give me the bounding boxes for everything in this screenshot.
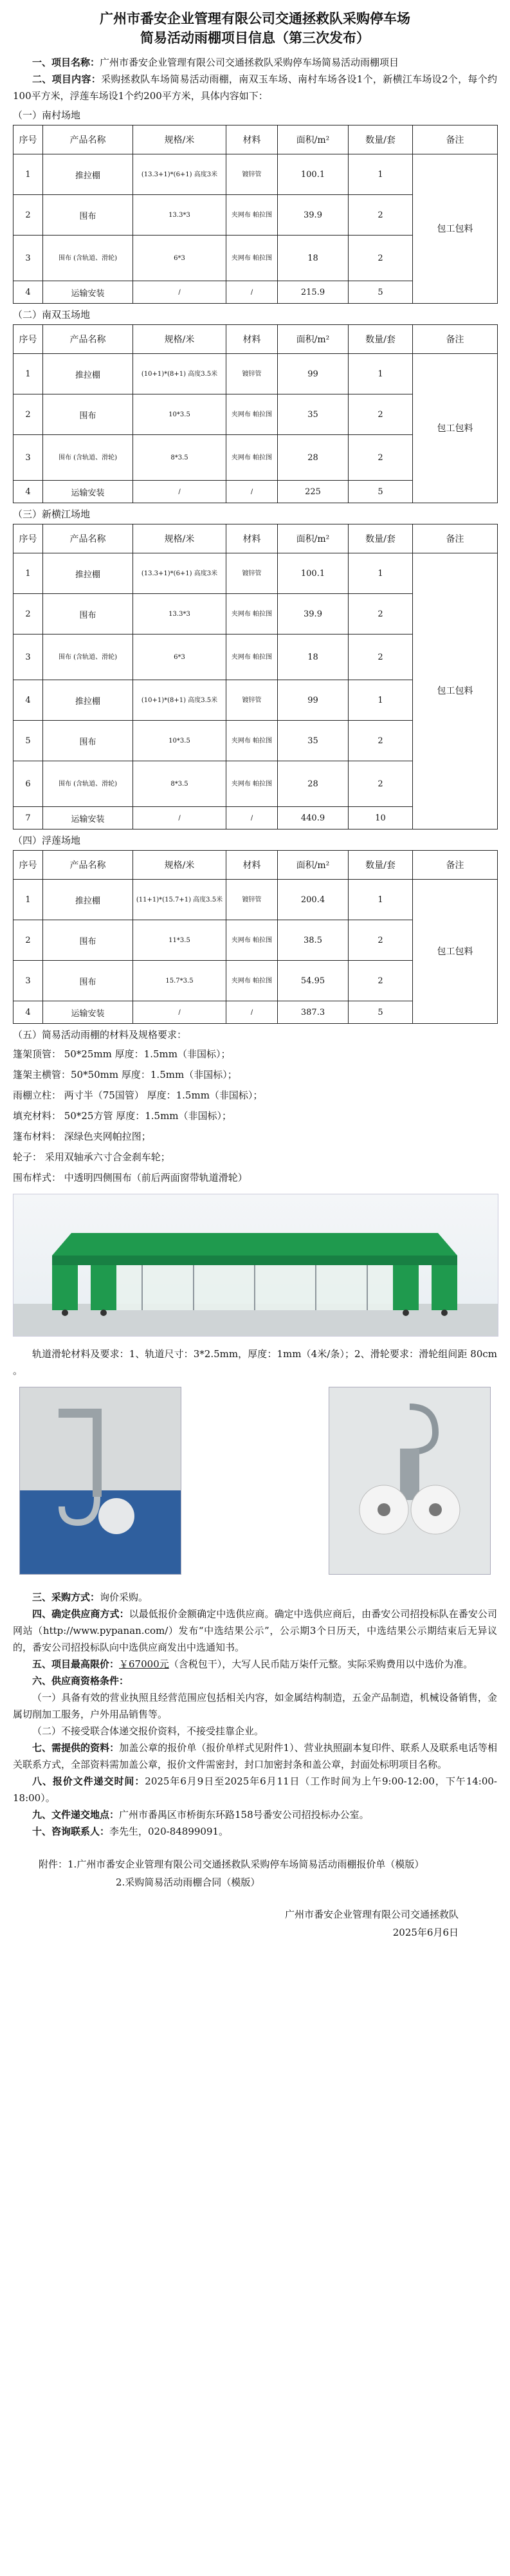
section-5-text: （含税包干），大写人民币陆万柒仟元整。实际采购费用以中选价为准。 bbox=[168, 1658, 473, 1670]
cell-no: 4 bbox=[14, 481, 43, 503]
cell-area: 440.9 bbox=[278, 807, 349, 829]
section-6-item-2: （二）不接受联合体递交报价资料，不接受挂靠企业。 bbox=[32, 1725, 264, 1737]
column-header: 备注 bbox=[413, 524, 498, 553]
cell-no: 2 bbox=[14, 394, 43, 435]
table-row bbox=[14, 154, 498, 195]
cell-qty: 2 bbox=[349, 761, 413, 807]
sign-org: 广州市番安企业管理有限公司交通拯救队 bbox=[284, 1909, 459, 1920]
cell-name: 围布 (含轨道、滑轮) bbox=[43, 236, 133, 281]
cell-qty: 2 bbox=[349, 920, 413, 961]
column-header: 备注 bbox=[413, 851, 498, 880]
cell-qty: 1 bbox=[349, 880, 413, 920]
cell-qty: 2 bbox=[349, 721, 413, 761]
appendix-label: 附件： bbox=[39, 1858, 68, 1870]
rail-photos bbox=[19, 1387, 491, 1575]
cell-qty: 2 bbox=[349, 435, 413, 481]
spec-line: 篷架主横管：50*50mm 厚度：1.5mm（非国标）； bbox=[13, 1069, 237, 1080]
cell-area: 225 bbox=[278, 481, 349, 503]
cell-no: 1 bbox=[14, 354, 43, 394]
rail-photo-right bbox=[329, 1387, 491, 1575]
section-1-label: 一、项目名称： bbox=[32, 57, 100, 68]
spec-line: 填充材料： 50*25方管 厚度：1.5mm（非国标）； bbox=[13, 1110, 232, 1122]
cell-spec: 6*3 bbox=[133, 635, 226, 680]
cell-area: 39.9 bbox=[278, 195, 349, 236]
cell-area: 99 bbox=[278, 680, 349, 721]
cell-mat: 镀锌管 bbox=[226, 553, 278, 594]
cell-name: 推拉棚 bbox=[43, 880, 133, 920]
cell-area: 28 bbox=[278, 761, 349, 807]
cell-mat: 夹网布 帕拉图 bbox=[226, 594, 278, 635]
cell-no: 4 bbox=[14, 680, 43, 721]
column-header: 产品名称 bbox=[43, 125, 133, 154]
pulley-illustration bbox=[329, 1387, 490, 1574]
column-header: 规格/米 bbox=[133, 125, 226, 154]
cell-area: 35 bbox=[278, 721, 349, 761]
cell-mat: 夹网布 帕拉图 bbox=[226, 761, 278, 807]
cell-no: 4 bbox=[14, 281, 43, 304]
cell-area: 39.9 bbox=[278, 594, 349, 635]
table-caption: （一）南村场地 bbox=[13, 109, 81, 121]
material-spec-list bbox=[13, 1044, 497, 1187]
cell-spec: / bbox=[133, 281, 226, 304]
section-8-label: 八、报价文件递交时间： bbox=[32, 1775, 145, 1787]
section-6-item-1: （一）具备有效的营业执照且经营范围应包括相关内容，如金属结构制造，五金产品制造，机械设备销售，金属切削加工服务，户外用品销售等。 bbox=[13, 1692, 497, 1720]
cell-mat: 夹网布 帕拉图 bbox=[226, 920, 278, 961]
column-header: 产品名称 bbox=[43, 851, 133, 880]
section-4-text: 以最低报价金额确定中选供应商。确定中选供应商后，由番安公司招投标队在番安公司网站（http://www.pypanan.com/）发布“中选结果公示”，公示期3个日历天，中选结果公示期结束后无异议的，番安公司招投标队向中选供应商发出中选通知书。 bbox=[13, 1608, 497, 1653]
cell-area: 100.1 bbox=[278, 553, 349, 594]
cell-spec: 8*3.5 bbox=[133, 761, 226, 807]
cell-spec: (13.3+1)*(6+1) 高度3米 bbox=[133, 154, 226, 195]
spec-line: 雨棚立柱： 两寸半（75国管） 厚度：1.5mm（非国标）； bbox=[13, 1089, 263, 1101]
cell-qty: 5 bbox=[349, 481, 413, 503]
quantity-table bbox=[13, 125, 498, 304]
cell-note: 包工包料 bbox=[413, 354, 498, 503]
section-6-label: 六、供应商资格条件： bbox=[32, 1675, 129, 1687]
cell-spec: 10*3.5 bbox=[133, 394, 226, 435]
column-header: 产品名称 bbox=[43, 524, 133, 553]
cell-no: 2 bbox=[14, 195, 43, 236]
cell-name: 围布 bbox=[43, 920, 133, 961]
cell-area: 18 bbox=[278, 635, 349, 680]
section-9-label: 九、文件递交地点： bbox=[32, 1809, 120, 1821]
cell-mat: 镀锌管 bbox=[226, 880, 278, 920]
column-header: 序号 bbox=[14, 325, 43, 354]
max-price: ￥67000元 bbox=[119, 1658, 169, 1670]
cell-note: 包工包料 bbox=[413, 880, 498, 1024]
table-caption: （二）南双玉场地 bbox=[13, 309, 91, 320]
cell-spec: / bbox=[133, 481, 226, 503]
cell-qty: 1 bbox=[349, 553, 413, 594]
cell-note: 包工包料 bbox=[413, 553, 498, 829]
cell-qty: 2 bbox=[349, 961, 413, 1001]
section-3-label: 三、采购方式： bbox=[32, 1591, 100, 1603]
cell-spec: 8*3.5 bbox=[133, 435, 226, 481]
column-header: 材料 bbox=[226, 524, 278, 553]
cell-name: 推拉棚 bbox=[43, 680, 133, 721]
cell-spec: (13.3+1)*(6+1) 高度3米 bbox=[133, 553, 226, 594]
section-4-label: 四、确定供应商方式： bbox=[32, 1608, 129, 1620]
cell-qty: 2 bbox=[349, 635, 413, 680]
cell-qty: 5 bbox=[349, 1001, 413, 1024]
cell-area: 18 bbox=[278, 236, 349, 281]
cell-qty: 5 bbox=[349, 281, 413, 304]
section-4 bbox=[13, 1606, 497, 1656]
signature-block bbox=[13, 1905, 497, 1941]
cell-mat: 镀锌管 bbox=[226, 354, 278, 394]
cell-no: 1 bbox=[14, 154, 43, 195]
cell-area: 200.4 bbox=[278, 880, 349, 920]
cell-name: 推拉棚 bbox=[43, 154, 133, 195]
table-header-row bbox=[14, 125, 498, 154]
column-header: 数量/套 bbox=[349, 125, 413, 154]
rail-text: 轨道滑轮材料及要求：1、轨道尺寸：3*2.5mm，厚度：1mm（4米/条）；2、滑轮要求：滑轮组间距 80cm 。 bbox=[13, 1348, 497, 1376]
cell-name: 围布 bbox=[43, 394, 133, 435]
cell-spec: / bbox=[133, 1001, 226, 1024]
cell-qty: 2 bbox=[349, 394, 413, 435]
cell-name: 围布 (含轨道、滑轮) bbox=[43, 435, 133, 481]
column-header: 面积/m² bbox=[278, 125, 349, 154]
cell-spec: 6*3 bbox=[133, 236, 226, 281]
canopy-illustration bbox=[14, 1194, 498, 1336]
cell-qty: 2 bbox=[349, 594, 413, 635]
spec-line: 篷架顶管： 50*25mm 厚度：1.5mm（非国标）； bbox=[13, 1048, 231, 1060]
cell-area: 215.9 bbox=[278, 281, 349, 304]
cell-spec: (11+1)*(15.7+1) 高度3.5米 bbox=[133, 880, 226, 920]
section-8-text: 2025年6月9日至2025年6月11日（工作时间为上午9:00-12:00，下午14:00-18:00）。 bbox=[13, 1775, 497, 1804]
column-header: 规格/米 bbox=[133, 851, 226, 880]
section-2 bbox=[13, 71, 497, 104]
cell-name: 运输安装 bbox=[43, 481, 133, 503]
quantity-table bbox=[13, 524, 498, 829]
cell-no: 1 bbox=[14, 553, 43, 594]
table-row bbox=[14, 880, 498, 920]
cell-name: 围布 bbox=[43, 195, 133, 236]
section-5-label: 五、项目最高限价： bbox=[32, 1658, 120, 1670]
appendix-item-2: 2.采购简易活动雨棚合同（模版） bbox=[116, 1876, 260, 1888]
cell-mat: 夹网布 帕拉图 bbox=[226, 721, 278, 761]
spec-line: 轮子： 采用双轴承六寸合金刹车轮； bbox=[13, 1151, 170, 1163]
cell-no: 3 bbox=[14, 961, 43, 1001]
cell-no: 3 bbox=[14, 236, 43, 281]
section-3 bbox=[13, 1589, 497, 1606]
column-header: 序号 bbox=[14, 524, 43, 553]
table-row bbox=[14, 354, 498, 394]
table-caption: （三）新横江场地 bbox=[13, 508, 91, 520]
section-7-text: 加盖公章的报价单（报价单样式见附件1）、营业执照副本复印件、联系人及联系电话等相关联系方式，全部资料需加盖公章，报价文件需密封，封口加密封条和盖公章，封面处标明项目名称。 bbox=[13, 1742, 497, 1770]
appendix bbox=[39, 1855, 497, 1891]
appendix-item-1-text: 1.广州市番安企业管理有限公司交通拯救队采购停车场简易活动雨棚报价单（模版） bbox=[68, 1858, 424, 1870]
cell-area: 35 bbox=[278, 394, 349, 435]
cell-no: 3 bbox=[14, 635, 43, 680]
page-title bbox=[13, 9, 497, 48]
canopy-photo bbox=[13, 1194, 498, 1337]
cell-no: 4 bbox=[14, 1001, 43, 1024]
quantity-table bbox=[13, 324, 498, 503]
quantity-table bbox=[13, 850, 498, 1024]
cell-spec: 13.3*3 bbox=[133, 195, 226, 236]
column-header: 备注 bbox=[413, 125, 498, 154]
cell-qty: 1 bbox=[349, 354, 413, 394]
column-header: 数量/套 bbox=[349, 325, 413, 354]
cell-name: 围布 (含轨道、滑轮) bbox=[43, 635, 133, 680]
section-2-label: 二、项目内容： bbox=[32, 73, 102, 85]
table-row bbox=[14, 553, 498, 594]
section-10 bbox=[13, 1823, 497, 1840]
cell-qty: 10 bbox=[349, 807, 413, 829]
column-header: 序号 bbox=[14, 851, 43, 880]
cell-no: 1 bbox=[14, 880, 43, 920]
sign-date: 2025年6月6日 bbox=[392, 1927, 459, 1938]
cell-spec: 10*3.5 bbox=[133, 721, 226, 761]
cell-mat: 镀锌管 bbox=[226, 680, 278, 721]
cell-mat: 夹网布 帕拉图 bbox=[226, 394, 278, 435]
cell-mat: 镀锌管 bbox=[226, 154, 278, 195]
rail-photo-left bbox=[19, 1387, 181, 1575]
cell-name: 推拉棚 bbox=[43, 553, 133, 594]
cell-area: 38.5 bbox=[278, 920, 349, 961]
cell-mat: 夹网布 帕拉图 bbox=[226, 435, 278, 481]
cell-qty: 2 bbox=[349, 195, 413, 236]
column-header: 规格/米 bbox=[133, 325, 226, 354]
quantity-tables bbox=[13, 107, 497, 1024]
cell-no: 6 bbox=[14, 761, 43, 807]
cell-no: 3 bbox=[14, 435, 43, 481]
cell-name: 围布 (含轨道、滑轮) bbox=[43, 761, 133, 807]
column-header: 面积/m² bbox=[278, 325, 349, 354]
cell-qty: 2 bbox=[349, 236, 413, 281]
cell-mat: 夹网布 帕拉图 bbox=[226, 236, 278, 281]
column-header: 材料 bbox=[226, 125, 278, 154]
cell-name: 围布 bbox=[43, 594, 133, 635]
section-3-text: 询价采购。 bbox=[100, 1591, 149, 1603]
section-7-label: 七、需提供的资料： bbox=[32, 1742, 120, 1754]
title-line-1: 广州市番安企业管理有限公司交通拯救队采购停车场 bbox=[100, 10, 410, 26]
cell-area: 54.95 bbox=[278, 961, 349, 1001]
cell-mat: / bbox=[226, 807, 278, 829]
column-header: 产品名称 bbox=[43, 325, 133, 354]
cell-mat: / bbox=[226, 1001, 278, 1024]
column-header: 备注 bbox=[413, 325, 498, 354]
column-header: 材料 bbox=[226, 325, 278, 354]
cell-no: 2 bbox=[14, 920, 43, 961]
column-header: 材料 bbox=[226, 851, 278, 880]
column-header: 面积/m² bbox=[278, 851, 349, 880]
cell-no: 7 bbox=[14, 807, 43, 829]
cell-name: 运输安装 bbox=[43, 807, 133, 829]
spec-line: 篷布材料： 深绿色夹网帕拉图； bbox=[13, 1131, 151, 1142]
cell-name: 推拉棚 bbox=[43, 354, 133, 394]
cell-spec: 13.3*3 bbox=[133, 594, 226, 635]
cell-area: 28 bbox=[278, 435, 349, 481]
cell-mat: / bbox=[226, 481, 278, 503]
column-header: 规格/米 bbox=[133, 524, 226, 553]
cell-mat: 夹网布 帕拉图 bbox=[226, 635, 278, 680]
section-10-text: 李先生，020-84899091。 bbox=[109, 1826, 229, 1837]
table-header-row bbox=[14, 325, 498, 354]
cell-area: 100.1 bbox=[278, 154, 349, 195]
section-1 bbox=[13, 54, 497, 71]
table-caption: （四）浮莲场地 bbox=[13, 835, 81, 846]
section-1-text: 广州市番安企业管理有限公司交通拯救队采购停车场简易活动雨棚项目 bbox=[100, 57, 399, 68]
cell-name: 运输安装 bbox=[43, 281, 133, 304]
cell-spec: (10+1)*(8+1) 高度3.5米 bbox=[133, 354, 226, 394]
section-7 bbox=[13, 1739, 497, 1773]
cell-spec: 11*3.5 bbox=[133, 920, 226, 961]
cell-spec: 15.7*3.5 bbox=[133, 961, 226, 1001]
column-header: 面积/m² bbox=[278, 524, 349, 553]
section-9 bbox=[13, 1806, 497, 1823]
cell-name: 围布 bbox=[43, 721, 133, 761]
cell-qty: 1 bbox=[349, 154, 413, 195]
table-header-row bbox=[14, 851, 498, 880]
spec-line: 围布样式： 中透明四侧围布（前后两面窗带轨道滑轮） bbox=[13, 1172, 248, 1183]
title-line-2: 简易活动雨棚项目信息（第三次发布） bbox=[140, 30, 370, 46]
cell-name: 运输安装 bbox=[43, 1001, 133, 1024]
column-header: 数量/套 bbox=[349, 524, 413, 553]
column-header: 数量/套 bbox=[349, 851, 413, 880]
cell-spec: / bbox=[133, 807, 226, 829]
section-10-label: 十、咨询联系人： bbox=[32, 1826, 110, 1837]
cell-mat: 夹网布 帕拉图 bbox=[226, 195, 278, 236]
rail-hook-illustration bbox=[20, 1387, 181, 1574]
cell-area: 387.3 bbox=[278, 1001, 349, 1024]
cell-qty: 1 bbox=[349, 680, 413, 721]
cell-mat: 夹网布 帕拉图 bbox=[226, 961, 278, 1001]
appendix-item-1 bbox=[39, 1855, 497, 1873]
section-6 bbox=[13, 1673, 497, 1689]
cell-note: 包工包料 bbox=[413, 154, 498, 304]
cell-spec: (10+1)*(8+1) 高度3.5米 bbox=[133, 680, 226, 721]
cell-no: 2 bbox=[14, 594, 43, 635]
section-9-text: 广州市番禺区市桥街东环路158号番安公司招投标办公室。 bbox=[119, 1809, 369, 1821]
cell-name: 围布 bbox=[43, 961, 133, 1001]
cell-no: 5 bbox=[14, 721, 43, 761]
material-spec-title: （五）简易活动雨棚的材料及规格要求： bbox=[13, 1029, 187, 1041]
section-8 bbox=[13, 1773, 497, 1806]
column-header: 序号 bbox=[14, 125, 43, 154]
section-5 bbox=[13, 1656, 497, 1673]
cell-mat: / bbox=[226, 281, 278, 304]
table-header-row bbox=[14, 524, 498, 553]
cell-area: 99 bbox=[278, 354, 349, 394]
section-2-text: 采购拯救队车场简易活动雨棚，南双玉车场、南村车场各设1个，新横江车场设2个，每个约100平方米，浮莲车场设1个约200平方米，具体内容如下： bbox=[13, 73, 497, 102]
